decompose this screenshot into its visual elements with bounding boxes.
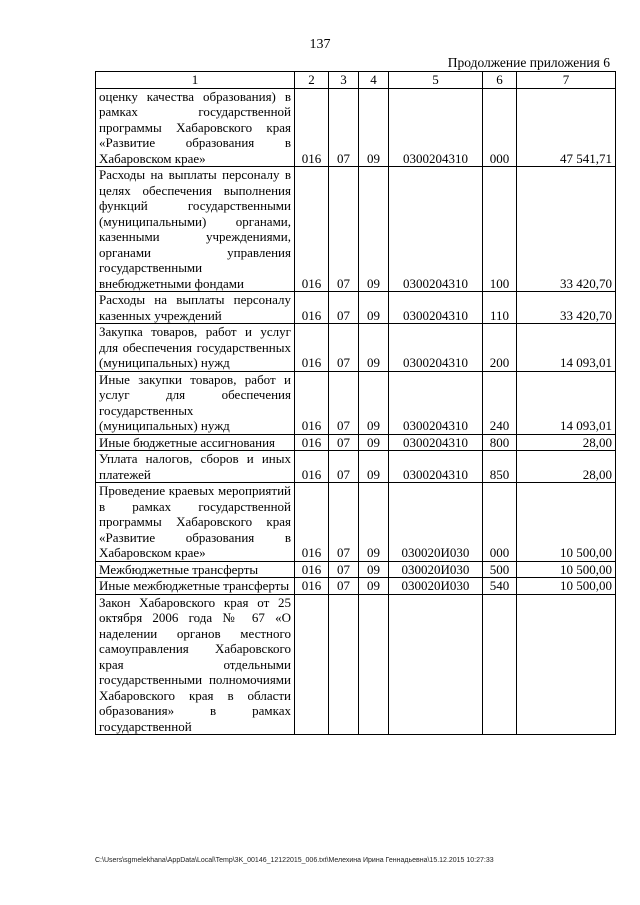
footer-file-path: C:\Users\sgmelekhana\AppData\Local\Temp\3K_00146_12122015_006.txt\Мелехина Ирина Геннадьевна\15.12.2015 10:27:33: [95, 857, 494, 864]
row-description: Межбюджетные трансферты: [96, 561, 295, 578]
table-row: [96, 594, 616, 735]
row-vr: 110: [483, 292, 517, 324]
budget-table: [95, 71, 616, 735]
row-vr: 100: [483, 167, 517, 292]
row-rz: 07: [329, 483, 359, 562]
row-csr: 0300204310: [389, 451, 483, 483]
row-rz: 07: [329, 578, 359, 595]
table-row: [96, 578, 616, 595]
row-sum: [517, 594, 616, 735]
row-rz: 07: [329, 324, 359, 372]
row-sum: 33 420,70: [517, 167, 616, 292]
row-description: Расходы на выплаты персоналу казенных учреждений: [96, 292, 295, 324]
row-sum: 33 420,70: [517, 292, 616, 324]
header-col-2: 2: [295, 72, 329, 89]
row-rz: [329, 594, 359, 735]
row-vr: 800: [483, 434, 517, 451]
row-sum: 14 093,01: [517, 324, 616, 372]
row-ved: 016: [295, 578, 329, 595]
row-csr: 030020И030: [389, 561, 483, 578]
row-csr: 0300204310: [389, 434, 483, 451]
table-row: [96, 324, 616, 372]
row-ved: 016: [295, 88, 329, 167]
table-row: [96, 292, 616, 324]
row-vr: 000: [483, 88, 517, 167]
row-description: Иные закупки товаров, работ и услуг для обеспечения государственных (муниципальных) нужд: [96, 371, 295, 434]
row-rz: 07: [329, 167, 359, 292]
row-description: оценку качества образования) в рамках государственной программы Хабаровского края «Развитие образования в Хабаровском крае»: [96, 88, 295, 167]
table-row: [96, 483, 616, 562]
row-sum: 10 500,00: [517, 483, 616, 562]
header-col-7: 7: [517, 72, 616, 89]
row-rz: 07: [329, 561, 359, 578]
row-pr: [359, 594, 389, 735]
row-vr: 240: [483, 371, 517, 434]
header-col-5: 5: [389, 72, 483, 89]
table-row: [96, 167, 616, 292]
row-ved: [295, 594, 329, 735]
page-number: 137: [309, 37, 331, 52]
appendix-continuation-note: Продолжение приложения 6: [447, 55, 610, 70]
row-pr: 09: [359, 371, 389, 434]
row-ved: 016: [295, 371, 329, 434]
row-csr: 0300204310: [389, 324, 483, 372]
row-rz: 07: [329, 292, 359, 324]
header-col-1: 1: [96, 72, 295, 89]
row-ved: 016: [295, 483, 329, 562]
row-rz: 07: [329, 88, 359, 167]
row-ved: 016: [295, 292, 329, 324]
row-pr: 09: [359, 88, 389, 167]
row-csr: [389, 594, 483, 735]
row-pr: 09: [359, 292, 389, 324]
row-sum: 47 541,71: [517, 88, 616, 167]
row-ved: 016: [295, 167, 329, 292]
row-description: Расходы на выплаты персоналу в целях обеспечения выполнения функций государственными (муниципальными) органами, казенными учреждениями, органами управления государственными внебюджетными фондами: [96, 167, 295, 292]
row-sum: 10 500,00: [517, 578, 616, 595]
row-vr: 540: [483, 578, 517, 595]
row-description: Закон Хабаровского края от 25 октября 2006 года № 67 «О наделении органов местного самоуправления Хабаровского края отдельными государственными полномочиями Хабаровского края в области образования» в рамках государственной: [96, 594, 295, 735]
row-vr: 850: [483, 451, 517, 483]
row-sum: 28,00: [517, 434, 616, 451]
header-col-4: 4: [359, 72, 389, 89]
table-row: [96, 88, 616, 167]
row-ved: 016: [295, 324, 329, 372]
row-pr: 09: [359, 324, 389, 372]
row-csr: 030020И030: [389, 578, 483, 595]
table-row: [96, 451, 616, 483]
row-description: Уплата налогов, сборов и иных платежей: [96, 451, 295, 483]
table-row: [96, 371, 616, 434]
table-header-row: [96, 72, 616, 89]
row-vr: 200: [483, 324, 517, 372]
row-vr: [483, 594, 517, 735]
row-vr: 500: [483, 561, 517, 578]
row-ved: 016: [295, 451, 329, 483]
row-description: Иные бюджетные ассигнования: [96, 434, 295, 451]
row-csr: 030020И030: [389, 483, 483, 562]
row-rz: 07: [329, 371, 359, 434]
row-csr: 0300204310: [389, 88, 483, 167]
header-col-3: 3: [329, 72, 359, 89]
table-row: [96, 561, 616, 578]
row-sum: 14 093,01: [517, 371, 616, 434]
row-ved: 016: [295, 561, 329, 578]
row-pr: 09: [359, 483, 389, 562]
row-description: Иные межбюджетные трансферты: [96, 578, 295, 595]
header-col-6: 6: [483, 72, 517, 89]
row-csr: 0300204310: [389, 292, 483, 324]
row-vr: 000: [483, 483, 517, 562]
table-row: [96, 434, 616, 451]
row-pr: 09: [359, 167, 389, 292]
row-csr: 0300204310: [389, 371, 483, 434]
row-sum: 10 500,00: [517, 561, 616, 578]
row-pr: 09: [359, 434, 389, 451]
row-sum: 28,00: [517, 451, 616, 483]
row-pr: 09: [359, 561, 389, 578]
row-description: Проведение краевых мероприятий в рамках государственной программы Хабаровского края «Развитие образования в Хабаровском крае»: [96, 483, 295, 562]
row-rz: 07: [329, 451, 359, 483]
row-rz: 07: [329, 434, 359, 451]
row-pr: 09: [359, 451, 389, 483]
row-pr: 09: [359, 578, 389, 595]
row-csr: 0300204310: [389, 167, 483, 292]
row-description: Закупка товаров, работ и услуг для обеспечения государственных (муниципальных) нужд: [96, 324, 295, 372]
row-ved: 016: [295, 434, 329, 451]
